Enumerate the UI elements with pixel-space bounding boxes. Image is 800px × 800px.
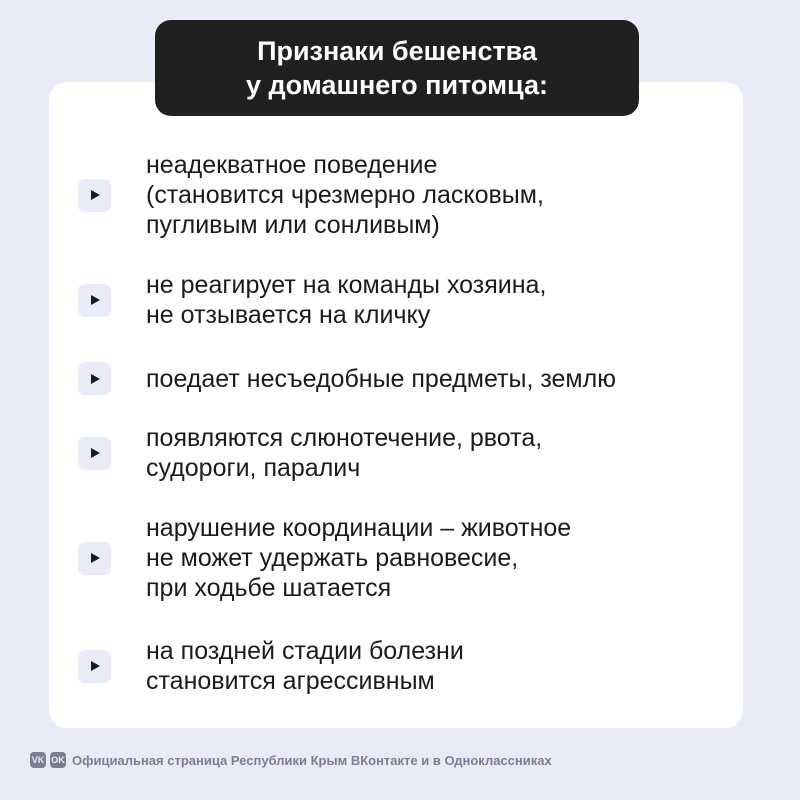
- list-item-line: на поздней стадии болезни: [146, 637, 464, 665]
- list-item-line: (становится чрезмерно ласковым,: [146, 181, 544, 209]
- list-item: [78, 513, 571, 603]
- play-icon: [78, 650, 111, 683]
- play-icon: [78, 362, 111, 395]
- list-item-line: при ходьбе шатается: [146, 574, 392, 602]
- vk-icon[interactable]: VK: [30, 752, 46, 768]
- list-item: [78, 423, 542, 483]
- list-item-text: [146, 150, 544, 240]
- list-item-line: становится агрессивным: [146, 667, 435, 695]
- list-item-text: [146, 423, 542, 483]
- page-title: [155, 20, 639, 116]
- odnoklassniki-icon[interactable]: OK: [50, 752, 66, 768]
- list-item-text: [146, 636, 464, 696]
- list-item-line: не реагирует на команды хозяина,: [146, 271, 547, 299]
- list-item: [78, 270, 546, 330]
- footer: [30, 752, 552, 768]
- list-item-line: не отзывается на кличку: [146, 301, 431, 329]
- list-item-line: судороги, паралич: [146, 454, 361, 482]
- play-icon: [78, 437, 111, 470]
- list-item-line: поедает несъедобные предметы, землю: [146, 364, 616, 393]
- list-item-line: неадекватное поведение: [146, 151, 438, 179]
- list-item: [78, 636, 464, 696]
- list-item: [78, 362, 616, 395]
- list-item-line: появляются слюнотечение, рвота,: [146, 424, 543, 452]
- list-item-line: нарушение координации – животное: [146, 514, 572, 542]
- list-item-line: пугливым или сонливым): [146, 211, 440, 239]
- play-icon: [78, 542, 111, 575]
- list-item-text: [146, 364, 616, 394]
- play-icon: [78, 284, 111, 317]
- list-item-text: [146, 513, 571, 603]
- play-icon: [78, 179, 111, 212]
- list-item-text: [146, 270, 546, 330]
- footer-text: Официальная страница Республики Крым ВКонтакте и в Одноклассниках: [72, 752, 552, 768]
- list-item-line: не может удержать равновесие,: [146, 544, 519, 572]
- list-item: [78, 150, 544, 240]
- title-line-2: у домашнего питомца:: [246, 70, 548, 100]
- title-line-1: Признаки бешенства: [257, 36, 537, 66]
